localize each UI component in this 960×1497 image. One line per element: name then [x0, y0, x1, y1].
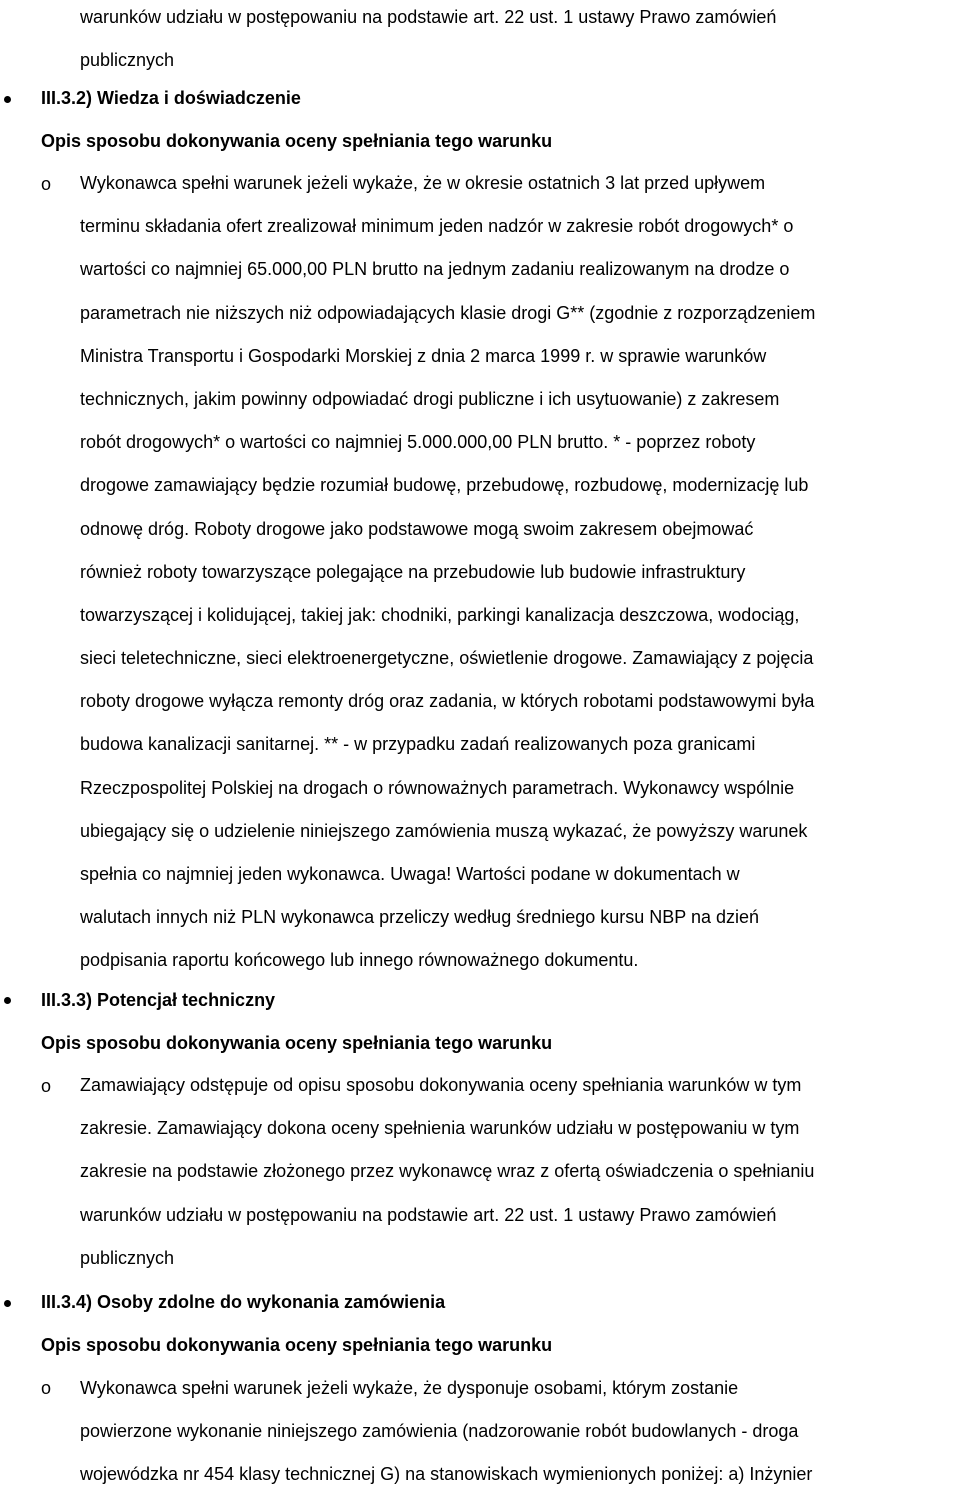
text-line: powierzone wykonanie niniejszego zamówienia (nadzorowanie robót budowlanych - droga: [80, 1421, 799, 1442]
text-line: walutach innych niż PLN wykonawca przeliczy według średniego kursu NBP na dzień: [80, 907, 760, 928]
text-line: terminu składania ofert zrealizował minimum jeden nadzór w zakresie robót drogowych* o: [80, 216, 794, 237]
text-line: wartości co najmniej 65.000,00 PLN brutto na jednym zadaniu realizowanym na drodze o: [80, 259, 790, 280]
text-line: warunków udziału w postępowaniu na podstawie art. 22 ust. 1 ustawy Prawo zamówień: [80, 1204, 777, 1225]
text-line: budowa kanalizacji sanitarnej. ** - w przypadku zadań realizowanych poza granicami: [80, 734, 756, 755]
bullet-icon: [4, 1300, 11, 1307]
text-line: podpisania raportu końcowego lub innego równoważnego dokumentu.: [80, 950, 639, 971]
text-line: robót drogowych* o wartości co najmniej 5.000.000,00 PLN brutto. * - poprzez roboty: [80, 432, 756, 453]
text-line: zakresie na podstawie złożonego przez wykonawcę wraz z ofertą oświadczenia o spełnianiu: [80, 1161, 815, 1182]
text-line: publicznych: [80, 50, 175, 71]
top-continuation-text: [80, 0, 960, 82]
section-subheading: Opis sposobu dokonywania oceny spełniania tego warunku: [41, 1335, 553, 1355]
text-line: parametrach nie niższych niż odpowiadających klasie drogi G** (zgodnie z rozporządzeniem: [80, 302, 816, 323]
text-line: Rzeczpospolitej Polskiej na drogach o równoważnych parametrach. Wykonawcy wspólnie: [80, 777, 795, 798]
list-marker-o: o: [41, 1378, 52, 1398]
text-line: drogowe zamawiający będzie rozumiał budowę, przebudowę, rozbudowę, modernizację lub: [80, 475, 809, 496]
section-heading-osoby: III.3.4) Osoby zdolne do wykonania zamówienia: [41, 1292, 446, 1312]
bullet-icon: [4, 96, 11, 103]
section-body-potencjal: [80, 1064, 960, 1280]
text-line: Wykonawca spełni warunek jeżeli wykaże, że dysponuje osobami, którym zostanie: [80, 1378, 739, 1398]
text-line: technicznych, jakim powinny odpowiadać drogi publiczne i ich usytuowanie) z zakresem: [80, 388, 780, 409]
text-line: ubiegający się o udzielenie niniejszego zamówienia muszą wykazać, że powyższy warunek: [80, 820, 808, 841]
section-body-wiedza: [80, 162, 960, 983]
text-line: warunków udziału w postępowaniu na podstawie art. 22 ust. 1 ustawy Prawo zamówień: [80, 7, 777, 27]
text-line: roboty drogowe wyłącza remonty dróg oraz zadania, w których robotami podstawowymi była: [80, 691, 815, 712]
section-body-osoby: [80, 1367, 960, 1497]
text-line: wojewódzka nr 454 klasy technicznej G) na stanowiskach wymienionych poniżej: a) Inżynier: [80, 1464, 813, 1485]
text-line: odnowę dróg. Roboty drogowe jako podstawowe mogą swoim zakresem obejmować: [80, 518, 754, 539]
text-line: Zamawiający odstępuje od opisu sposobu dokonywania oceny spełniania warunków w tym: [80, 1075, 802, 1095]
bullet-icon: [4, 997, 11, 1004]
text-line: Wykonawca spełni warunek jeżeli wykaże, że w okresie ostatnich 3 lat przed upływem: [80, 173, 766, 193]
text-line: sieci teletechniczne, sieci elektroenergetyczne, oświetlenie drogowe. Zamawiający z pojęcia: [80, 648, 814, 669]
text-line: towarzyszącej i kolidującej, takiej jak: chodniki, parkingi kanalizacja deszczowa, wodociąg,: [80, 604, 800, 625]
text-line: Ministra Transportu i Gospodarki Morskiej z dnia 2 marca 1999 r. w sprawie warunków: [80, 345, 767, 366]
text-line: publicznych: [80, 1247, 175, 1268]
list-marker-o: o: [41, 174, 52, 194]
section-heading-wiedza: III.3.2) Wiedza i doświadczenie: [41, 88, 301, 108]
section-subheading: Opis sposobu dokonywania oceny spełniania tego warunku: [41, 131, 553, 151]
text-line: zakresie. Zamawiający dokona oceny spełnienia warunków udziału w postępowaniu w tym: [80, 1118, 800, 1139]
text-line: również roboty towarzyszące polegające na przebudowie lub budowie infrastruktury: [80, 561, 746, 582]
list-marker-o: o: [41, 1076, 52, 1096]
section-subheading: Opis sposobu dokonywania oceny spełniania tego warunku: [41, 1033, 553, 1053]
section-heading-potencjal: III.3.3) Potencjał techniczny: [41, 990, 276, 1010]
text-line: spełnia co najmniej jeden wykonawca. Uwaga! Wartości podane w dokumentach w: [80, 864, 740, 884]
